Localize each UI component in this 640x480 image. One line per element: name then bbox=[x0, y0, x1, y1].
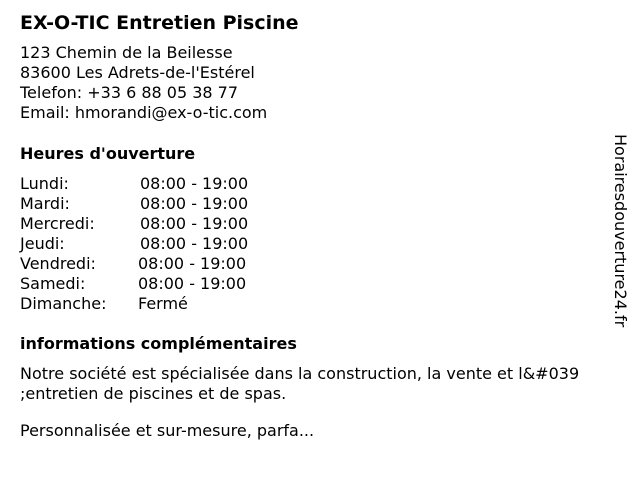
address-street: 123 Chemin de la Beilesse bbox=[20, 43, 233, 62]
day-label: Vendredi: bbox=[20, 254, 96, 273]
opening-hours-heading: Heures d'ouverture bbox=[20, 144, 196, 163]
hours-row-wednesday bbox=[20, 214, 320, 234]
day-label: Jeudi: bbox=[20, 234, 65, 253]
time-range: 08:00 - 19:00 bbox=[140, 214, 249, 233]
time-range: 08:00 - 19:00 bbox=[138, 274, 247, 293]
info-text-truncated: Personnalisée et sur-mesure, parfa... bbox=[20, 421, 315, 440]
day-label: Lundi: bbox=[20, 174, 69, 193]
hours-row-saturday bbox=[20, 274, 320, 294]
phone-number[interactable]: Telefon: +33 6 88 05 38 77 bbox=[20, 83, 239, 102]
email-address[interactable]: Email: hmorandi@ex-o-tic.com bbox=[20, 103, 268, 122]
address-city: 83600 Les Adrets-de-l'Estérel bbox=[20, 63, 255, 82]
hours-row-monday bbox=[20, 174, 320, 194]
additional-info-text bbox=[20, 364, 620, 404]
contact-block bbox=[20, 43, 267, 123]
time-range: Fermé bbox=[138, 294, 188, 313]
day-label: Samedi: bbox=[20, 274, 86, 293]
hours-row-friday bbox=[20, 254, 320, 274]
hours-row-sunday bbox=[20, 294, 320, 314]
day-label: Dimanche: bbox=[20, 294, 107, 313]
time-range: 08:00 - 19:00 bbox=[140, 194, 249, 213]
info-text-line-1: Notre société est spécialisée dans la construction, la vente et l&#039 bbox=[20, 364, 580, 383]
hours-row-thursday bbox=[20, 234, 320, 254]
day-label: Mercredi: bbox=[20, 214, 95, 233]
time-range: 08:00 - 19:00 bbox=[138, 254, 247, 273]
day-label: Mardi: bbox=[20, 194, 70, 213]
opening-hours-table bbox=[20, 174, 320, 314]
hours-row-tuesday bbox=[20, 194, 320, 214]
time-range: 08:00 - 19:00 bbox=[140, 234, 249, 253]
site-watermark: Horairesdouverture24.fr bbox=[611, 134, 630, 328]
time-range: 08:00 - 19:00 bbox=[140, 174, 249, 193]
info-text-line-2: ;entretien de piscines et de spas. bbox=[20, 384, 287, 403]
business-name: EX-O-TIC Entretien Piscine bbox=[20, 12, 299, 34]
additional-info-heading: informations complémentaires bbox=[20, 334, 297, 353]
